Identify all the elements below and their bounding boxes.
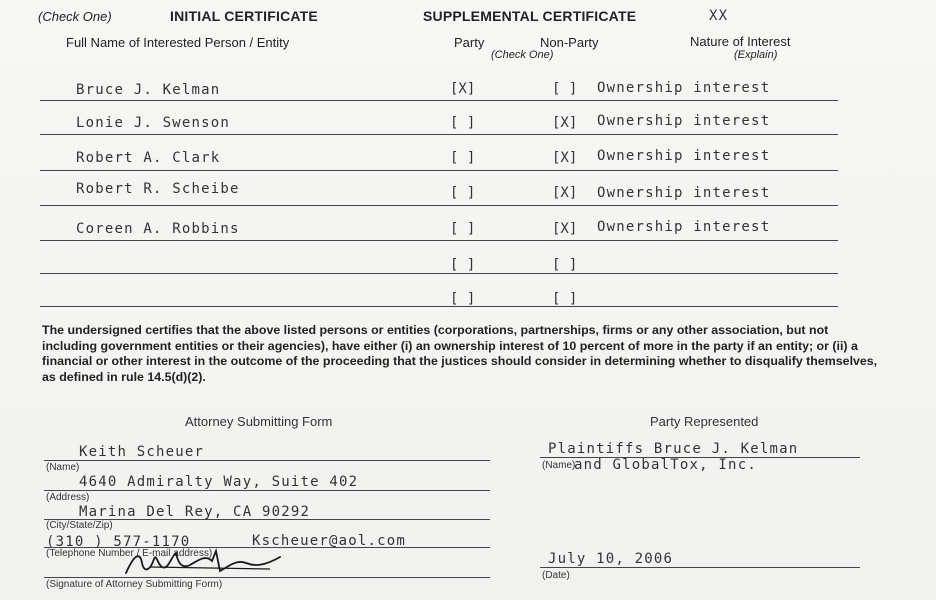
interested-person-name: Robert A. Clark [76, 150, 221, 166]
party-checkbox[interactable]: [ ] [450, 185, 476, 201]
nature-of-interest: Ownership interest [597, 113, 771, 129]
initial-certificate-label: INITIAL CERTIFICATE [170, 8, 318, 24]
nature-of-interest: Ownership interest [597, 148, 771, 164]
date-value: July 10, 2006 [548, 551, 674, 567]
party-checkbox[interactable]: [ ] [450, 257, 476, 273]
party-checkbox[interactable]: [ ] [450, 115, 476, 131]
nature-of-interest: Ownership interest [597, 80, 771, 96]
attorney-city-state-zip: Marina Del Rey, CA 90292 [79, 504, 311, 520]
party-checkbox[interactable]: [ ] [450, 291, 476, 307]
nature-of-interest: Ownership interest [597, 219, 771, 235]
party-checkbox[interactable]: [ ] [450, 221, 476, 237]
party-represented-line-2: and GlobalTox, Inc. [574, 457, 757, 473]
party-checkbox[interactable]: [X] [450, 81, 476, 97]
row-underline [40, 240, 838, 241]
explain-sublabel: (Explain) [734, 49, 778, 61]
attorney-name-line [44, 460, 490, 461]
non-party-checkbox[interactable]: [ ] [552, 291, 578, 307]
attorney-name: Keith Scheuer [79, 444, 205, 460]
check-one-label: (Check One) [38, 9, 112, 24]
certification-statement: The undersigned certifies that the above listed persons or entities (corporations, partnerships, firms or any other association, but not including government entities or their agencies), have either (i) an ownership interest of 10 percent of more in the party if an entity; or (ii) a financial or other interest in the outcome of the proceeding that the justices should consider in determining whether to disqualify themselves, as defined in rule 14.5(d)(2). [42, 323, 878, 384]
attorney-city-label: (City/State/Zip) [46, 520, 113, 531]
party-checkbox[interactable]: [ ] [450, 150, 476, 166]
party-name-label: (Name) [542, 460, 576, 471]
non-party-checkbox[interactable]: [ ] [552, 81, 578, 97]
signature-label: (Signature of Attorney Submitting Form) [46, 579, 223, 590]
attorney-signature [120, 545, 290, 579]
row-underline [40, 205, 838, 206]
supplemental-certificate-label: SUPPLEMENTAL CERTIFICATE [423, 8, 637, 24]
interested-person-name: Lonie J. Swenson [76, 115, 231, 131]
attorney-phone: (310 ) 577-1170 [46, 534, 191, 550]
attorney-address-label: (Address) [46, 492, 90, 503]
attorney-section-heading: Attorney Submitting Form [185, 414, 333, 429]
interested-person-name: Coreen A. Robbins [76, 221, 240, 237]
non-party-checkbox[interactable]: [X] [552, 221, 578, 237]
supplemental-check-mark: XX [709, 8, 729, 24]
party-represented-line-1: Plaintiffs Bruce J. Kelman [548, 441, 799, 457]
row-underline [40, 306, 838, 307]
non-party-checkbox[interactable]: [X] [552, 185, 578, 201]
signature-line [44, 577, 490, 578]
non-party-column-header: Non-Party [540, 35, 599, 50]
date-line [540, 567, 860, 568]
row-underline [40, 134, 838, 135]
date-label: (Date) [542, 570, 570, 581]
full-name-column-header: Full Name of Interested Person / Entity [66, 35, 290, 50]
attorney-name-label: (Name) [46, 462, 80, 473]
attorney-phone-label: (Telephone Number / E-mail address) [46, 548, 213, 559]
row-underline [40, 273, 838, 274]
interested-person-name: Bruce J. Kelman [76, 82, 221, 98]
check-one-sublabel: (Check One) [491, 49, 554, 61]
non-party-checkbox[interactable]: [X] [552, 150, 578, 166]
row-underline [40, 170, 838, 171]
attorney-address: 4640 Admiralty Way, Suite 402 [79, 474, 359, 490]
party-column-header: Party [454, 35, 485, 50]
row-underline [40, 100, 838, 101]
nature-column-header: Nature of Interest [690, 34, 791, 49]
non-party-checkbox[interactable]: [X] [552, 115, 578, 131]
interested-person-name: Robert R. Scheibe [76, 181, 240, 197]
attorney-address-line [44, 490, 490, 491]
non-party-checkbox[interactable]: [ ] [552, 257, 578, 273]
party-represented-heading: Party Represented [650, 414, 759, 429]
attorney-email: Kscheuer@aol.com [252, 533, 407, 549]
nature-of-interest: Ownership interest [597, 185, 771, 201]
